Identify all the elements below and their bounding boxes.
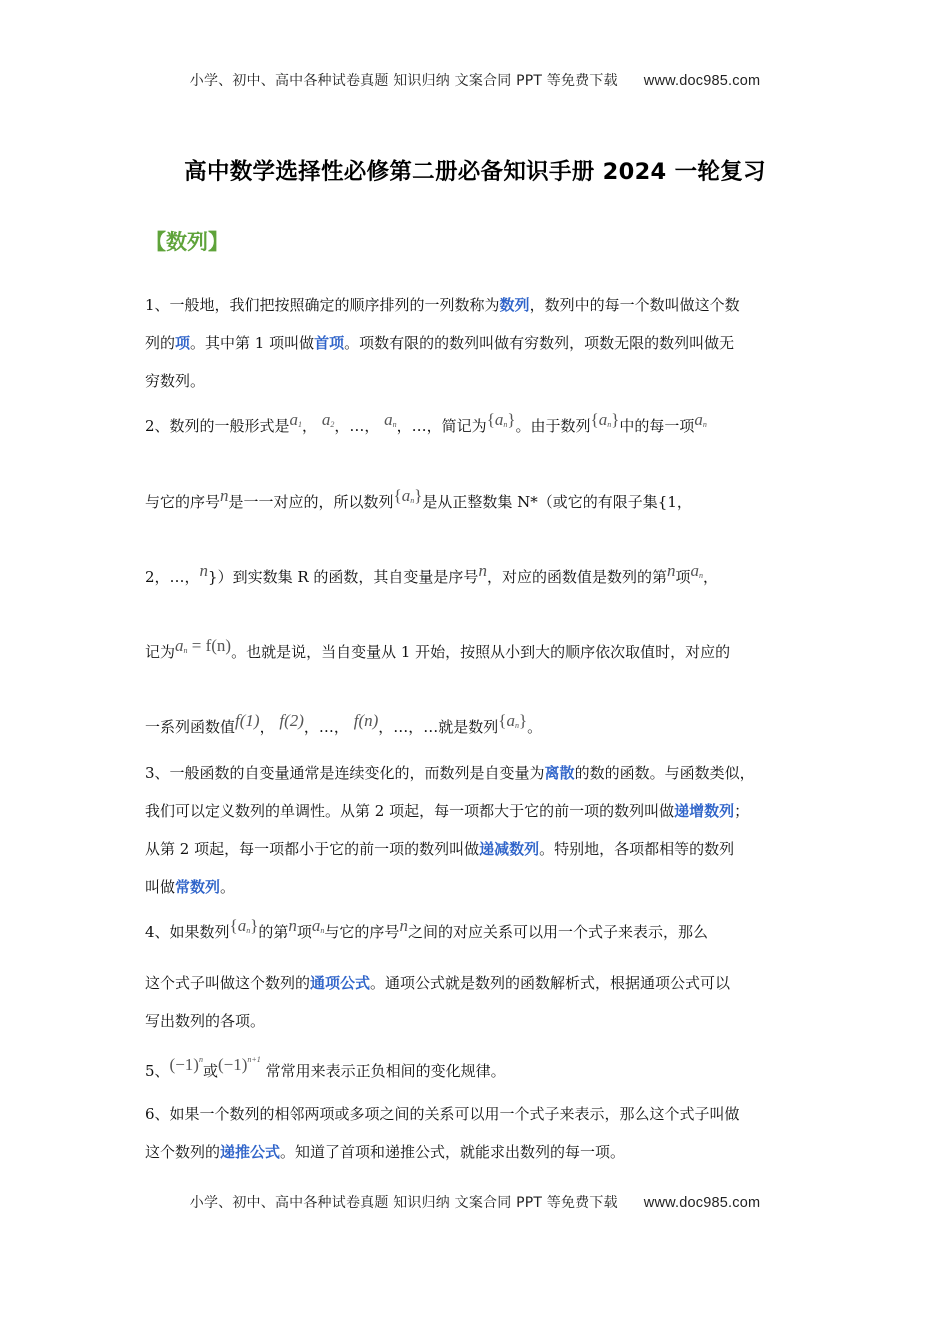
text: 或 (202, 1062, 218, 1080)
text: 与它的序号 (145, 493, 221, 511)
math-neg1-pow-n-plus-1: $(-1)^{n+1}$ (217, 1055, 261, 1074)
math-an: $a_n$ (384, 410, 397, 429)
keyword-general-term-formula: 通项公式 (310, 974, 371, 992)
text: 项 (675, 568, 691, 586)
keyword-increasing-sequence: 递增数列 (674, 802, 735, 820)
paragraph-3-line-1 (145, 764, 810, 783)
math-n: n (478, 561, 487, 580)
math-f1: f(1) (235, 711, 260, 730)
paragraph-4-line-3: 写出数列的各项。 (145, 1012, 266, 1030)
paragraph-2-line-4 (145, 636, 810, 666)
header-tagline: 小学、初中、高中各种试卷真题 知识归纳 文案合同 PPT 等免费下载 (189, 73, 618, 89)
keyword-term: 项 (175, 334, 191, 352)
page-header (0, 70, 950, 90)
text: ，对应的函数值是数列的第 (486, 568, 667, 586)
text: 。 (220, 878, 236, 896)
text: 1、一般地，我们把按照确定的顺序排列的一列数称为 (145, 296, 500, 314)
text: 与它的序号 (324, 923, 400, 941)
math-fn: f(n) (353, 711, 379, 730)
paragraph-2-line-2 (145, 486, 810, 516)
paragraph-3-line-4 (145, 878, 810, 897)
paragraph-3-line-2 (145, 802, 810, 821)
text: 列的 (145, 334, 176, 352)
text: 2，…， (145, 568, 200, 586)
text: 。 (527, 718, 543, 736)
text: 4、如果数列 (145, 923, 230, 941)
footer-url[interactable]: www.doc985.com (643, 1195, 761, 1211)
paragraph-1-line-1 (145, 296, 810, 315)
text: 叫做 (145, 878, 176, 896)
footer-tagline: 小学、初中、高中各种试卷真题 知识归纳 文案合同 PPT 等免费下载 (189, 1195, 618, 1211)
text: }）到实数集 R 的函数，其自变量是序号 (208, 568, 479, 586)
paragraph-2-line-1: 2、数列的一般形式是$a_1$， $a_2$，…， $a_n$，…，简记为$\{a_n\}$。由于数列$\{a_n\}$中的每一项$a_n$ (145, 410, 707, 435)
text: 一系列函数值 (145, 718, 236, 736)
page-footer (0, 1192, 950, 1212)
text: 是从正整数集 N*（或它的有限子集{1， (422, 493, 692, 511)
paragraph-1-line-2 (145, 334, 810, 353)
text: 。通项公式就是数列的函数解析式，根据通项公式可以 (370, 974, 731, 992)
math-an: $a_n$ (311, 916, 325, 935)
math-n: n (399, 916, 408, 935)
text: 之间的对应关系可以用一个式子来表示，那么 (407, 923, 708, 941)
text: ，简记为 (426, 417, 487, 435)
text: 这个数列的 (145, 1143, 221, 1161)
document-title: 高中数学选择性必修第二册必备知识手册 2024 一轮复习 (184, 159, 766, 185)
text: 中的每一项 (619, 417, 695, 435)
keyword-discrete: 离散 (544, 764, 575, 782)
header-url[interactable]: www.doc985.com (643, 73, 761, 89)
text: 记为 (145, 643, 176, 661)
math-n: n (288, 916, 297, 935)
paragraph-3-line-3 (145, 840, 810, 859)
paragraph-4-line-1 (145, 916, 810, 946)
math-an: $a_n$ (690, 561, 703, 580)
text: 。其中第 1 项叫做 (190, 334, 315, 352)
text: ， (702, 568, 718, 586)
text: 我们可以定义数列的单调性。从第 2 项起，每一项都大于它的前一项的数列叫做 (145, 802, 675, 820)
text: 常常用来表示正负相间的变化规律。 (265, 1062, 506, 1080)
math-neg1-pow-n: $(-1)^n$ (169, 1055, 203, 1074)
paragraph-5-line-1 (145, 1056, 810, 1081)
section-heading: 【数列】 (145, 230, 229, 254)
paragraph-2-line-3 (145, 561, 810, 591)
text: 。特别地，各项都相等的数列 (539, 840, 735, 858)
paragraph-2-line-5: 一系列函数值f(1)， f(2)，…， f(n)，…，…就是数列$\{a_n\}$。 (145, 711, 543, 736)
math-set-an: $\{a_n\}$ (590, 410, 620, 429)
math-a2: $a_2$ (321, 410, 335, 429)
math-set-an: $\{a_n\}$ (393, 486, 423, 505)
text: 是一一对应的，所以数列 (228, 493, 394, 511)
math-n: n (199, 561, 209, 580)
math-set-an: $\{a_n\}$ (229, 916, 259, 935)
math-a1: $a_1$ (289, 410, 303, 429)
text: 5、 (145, 1062, 170, 1080)
text: ； (734, 802, 750, 820)
paragraph-1-line-3: 穷数列。 (145, 372, 206, 390)
paragraph-6-line-1: 6、如果一个数列的相邻两项或多项之间的关系可以用一个式子来表示，那么这个式子叫做 (145, 1105, 740, 1123)
text: 从第 2 项起，每一项都小于它的前一项的数列叫做 (145, 840, 480, 858)
keyword-constant-sequence: 常数列 (175, 878, 221, 896)
math-an: $a_n$ (694, 410, 707, 429)
text: 的数的函数。与函数类似， (574, 764, 755, 782)
text: ，…就是数列 (408, 718, 499, 736)
math-set-an: $\{a_n\}$ (486, 410, 516, 429)
paragraph-6-line-2 (145, 1143, 810, 1162)
math-f2: f(2) (279, 711, 304, 730)
text: 。由于数列 (515, 417, 591, 435)
text: 。知道了首项和递推公式，就能求出数列的每一项。 (280, 1143, 626, 1161)
text: 项 (296, 923, 312, 941)
math-set-an: $\{a_n\}$ (498, 711, 528, 730)
text: 。也就是说，当自变量从 1 开始，按照从小到大的顺序依次取值时，对应的 (231, 643, 731, 661)
text: 2、数列的一般形式是 (145, 417, 290, 435)
keyword-recursive-formula: 递推公式 (220, 1143, 281, 1161)
keyword-first-term: 首项 (314, 334, 345, 352)
math-n: n (220, 486, 229, 505)
paragraph-4-line-2 (145, 974, 810, 993)
keyword-decreasing-sequence: 递减数列 (479, 840, 540, 858)
text: 3、一般函数的自变量通常是连续变化的，而数列是自变量为 (145, 764, 545, 782)
math-n: n (666, 561, 676, 580)
math-an-equals-fn: $a_n = f(n)$ (175, 636, 232, 655)
text: 的第 (258, 923, 289, 941)
text: 。项数有限的的数列叫做有穷数列，项数无限的数列叫做无 (344, 334, 735, 352)
keyword-sequence: 数列 (499, 296, 530, 314)
text: ，数列中的每一个数叫做这个数 (529, 296, 740, 314)
text: 这个式子叫做这个数列的 (145, 974, 311, 992)
